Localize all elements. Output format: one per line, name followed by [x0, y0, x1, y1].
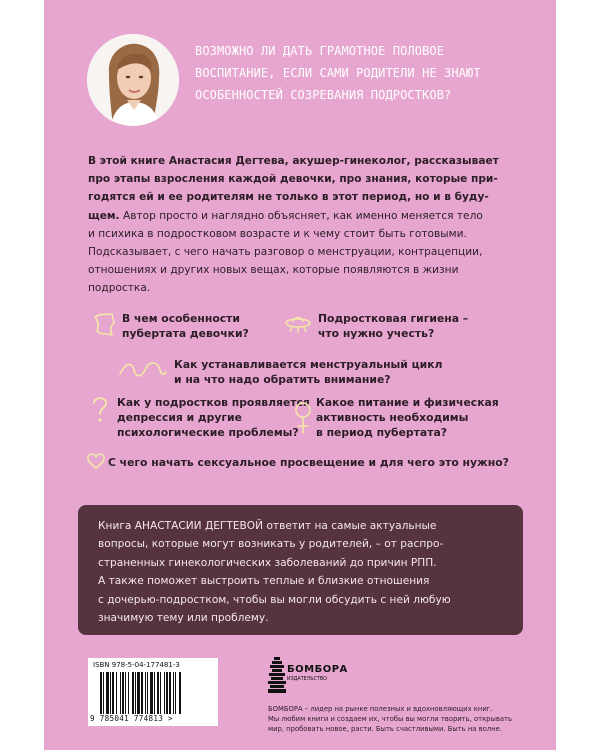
- description-line: В этой книге Анастасия Дегтева, акушер-гинеколог, рассказывает: [88, 155, 499, 167]
- barcode-number: 9 785041 774813 >: [90, 714, 173, 723]
- question-item: Как у подростков проявляется депрессия и другие психологические проблемы?: [117, 396, 310, 439]
- summary-line: страненных гинекологических заболеваний до причин РПП.: [98, 556, 437, 569]
- isbn-label: ISBN 978-5-04-177481-3: [93, 661, 180, 669]
- publisher-blurb: [268, 704, 518, 735]
- question-item: Подростковая гигиена – что нужно учесть?: [318, 312, 469, 340]
- squiggle-icon: [118, 358, 168, 380]
- description-line: отношениях и других новых вещах, которые появляются в жизни: [88, 264, 459, 277]
- tagline-line: ВОСПИТАНИЕ, ЕСЛИ САМИ РОДИТЕЛИ НЕ ЗНАЮТ: [195, 66, 481, 80]
- summary-line: Книга АНАСТАСИИ ДЕГТЕВОЙ ответит на самые актуальные: [98, 520, 437, 532]
- female-symbol-icon: [292, 400, 314, 436]
- question-item: С чего начать сексуальное просвещение и для чего это нужно?: [108, 456, 509, 469]
- summary-line: А также поможет выстроить теплые и близкие отношения: [98, 575, 430, 588]
- description-line: щем. Автор просто и наглядно объясняет, как именно меняется тело: [88, 209, 483, 222]
- tagline-question: [195, 40, 495, 106]
- book-description: [88, 152, 524, 298]
- summary-line: значимую тему или проблему.: [98, 612, 269, 625]
- summary-line: вопросы, которые могут возникать у родителей, – от распро-: [98, 538, 444, 551]
- barcode: [88, 658, 218, 726]
- ufo-icon: [285, 312, 311, 334]
- publisher-line: мир, пробовать новое, расти. Быть счастливыми. Быть на волне.: [268, 725, 502, 734]
- publisher-name: БОМБОРА: [287, 664, 348, 675]
- body-outline-icon: [92, 311, 118, 337]
- heart-icon: [86, 452, 106, 470]
- description-line: Подсказывает, с чего начать разговор о менструации, контрацепции,: [88, 246, 483, 259]
- question-item: В чем особенности пубертата девочки?: [122, 312, 249, 340]
- author-photo: [87, 34, 179, 126]
- description-line: про этапы взросления каждой девочки, про знания, которые при-: [88, 173, 498, 186]
- publisher-line: Мы любим книги и создаем их, чтобы вы могли творить, открывать: [268, 715, 512, 724]
- tagline-line: ВОЗМОЖНО ЛИ ДАТЬ ГРАМОТНОЕ ПОЛОВОЕ: [195, 44, 445, 58]
- description-line: подростка.: [88, 282, 151, 295]
- question-item: Как устанавливается менструальный цикл и на что надо обратить внимание?: [174, 358, 443, 386]
- summary-text: [98, 517, 503, 627]
- question-item: Какое питание и физическая активность необходимы в период пубертата?: [316, 396, 499, 439]
- description-line: годятся ей и ее родителям не только в этот период, но и в буду-: [88, 191, 489, 204]
- question-mark-icon: [90, 395, 110, 425]
- tagline-line: ОСОБЕННОСТЕЙ СОЗРЕВАНИЯ ПОДРОСТКОВ?: [195, 88, 452, 102]
- summary-line: с дочерью-подростком, чтобы вы могли обсудить с ней любую: [98, 593, 451, 606]
- publisher-subtitle: ИЗДАТЕЛЬСТВО: [287, 677, 327, 682]
- publisher-line: БОМБОРА – лидер на рынке полезных и вдохновляющих книг.: [268, 705, 493, 713]
- description-line: и психика в подростковом возрасте и к чему стоит быть готовыми.: [88, 227, 467, 240]
- barcode-bars: [100, 672, 208, 714]
- bombora-logo-icon: [268, 657, 286, 705]
